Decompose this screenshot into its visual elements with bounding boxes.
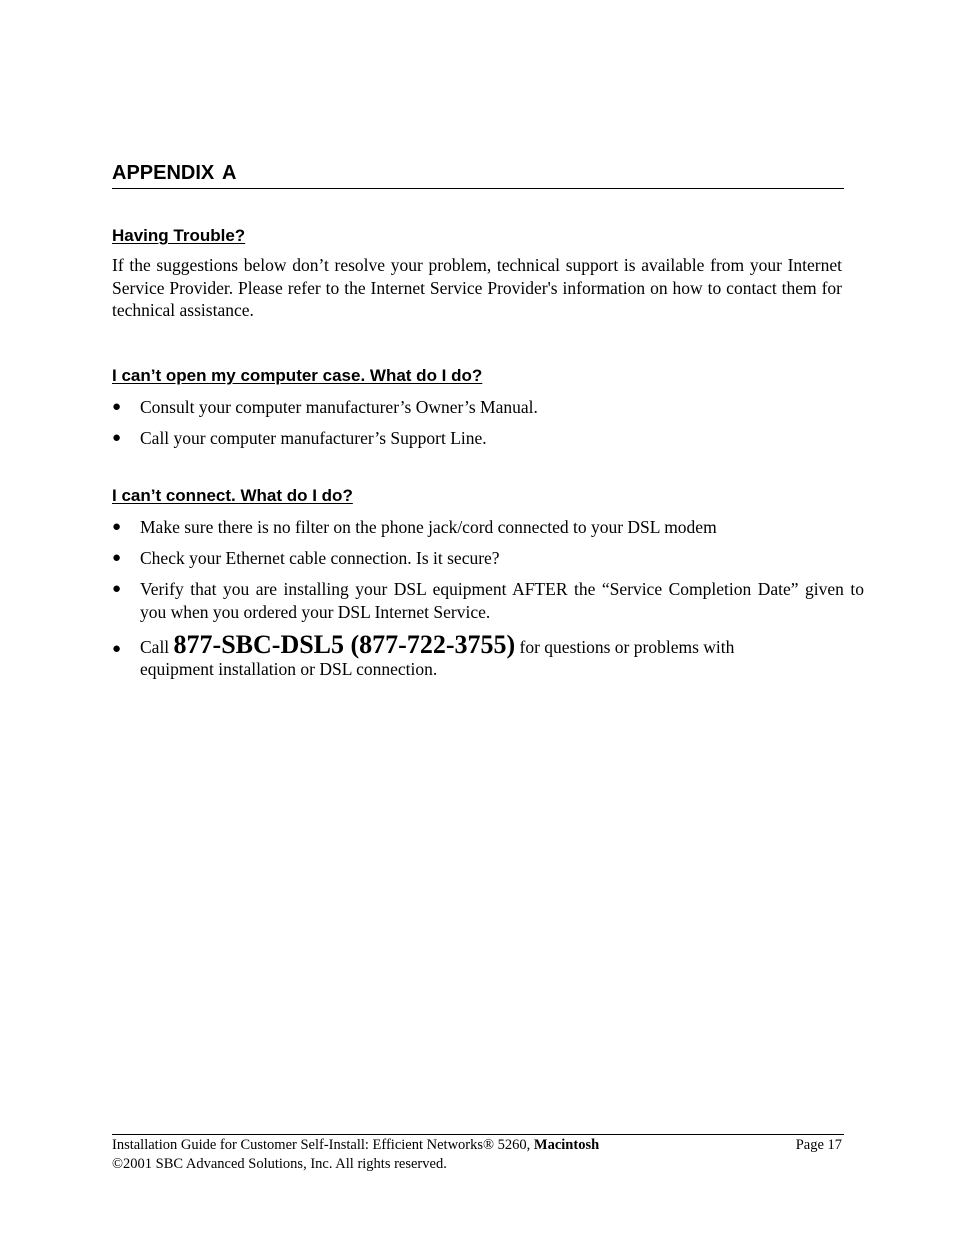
- bullet-icon: ●: [112, 550, 122, 566]
- having-trouble-heading: Having Trouble?: [112, 226, 246, 245]
- call-suffix: for questions or problems with equipment installation or DSL connection.: [140, 636, 735, 679]
- bullet-icon: ●: [112, 581, 122, 597]
- list-item: [112, 396, 864, 419]
- call-prefix: Call: [140, 636, 170, 657]
- computer-case-heading: I can’t open my computer case. What do I do?: [112, 366, 483, 385]
- having-trouble-paragraph: If the suggestions below don’t resolve your problem, technical support is available from your Internet Service Provider. Please refer to the Internet Service Provider's information on how to contact them for technical assistance.: [112, 255, 842, 320]
- cant-connect-list: [112, 516, 864, 689]
- list-item-text: Check your Ethernet cable connection. Is it secure?: [140, 548, 500, 568]
- bullet-icon: ●: [112, 519, 122, 535]
- footer-divider: [112, 1134, 844, 1135]
- list-item: [112, 578, 864, 623]
- footer-guide-line: [112, 1136, 599, 1154]
- list-item: [112, 547, 864, 570]
- list-item: [112, 516, 864, 539]
- computer-case-list: [112, 396, 864, 458]
- footer-copyright: ©2001 SBC Advanced Solutions, Inc. All rights reserved.: [112, 1156, 447, 1172]
- bullet-icon: ●: [112, 640, 122, 657]
- list-item-text: Call your computer manufacturer’s Support Line.: [140, 428, 487, 448]
- list-item-text: Consult your computer manufacturer’s Owner’s Manual.: [140, 397, 538, 417]
- bullet-icon: ●: [112, 399, 122, 415]
- list-item-text: Verify that you are installing your DSL equipment AFTER the “Service Completion Date” given to you when you ordered your DSL Internet Service.: [140, 579, 864, 622]
- bullet-icon: ●: [112, 430, 122, 446]
- footer-platform: Macintosh: [533, 1137, 600, 1153]
- list-item-text: Make sure there is no filter on the phone jack/cord connected to your DSL modem: [140, 517, 717, 537]
- footer-page-number: Page 17: [795, 1137, 842, 1153]
- list-item-support-call: [112, 629, 790, 681]
- appendix-title: APPENDIX A: [112, 160, 844, 189]
- cant-connect-heading: I can’t connect. What do I do?: [112, 486, 353, 505]
- support-phone-number: 877-SBC-DSL5 (877-722-3755): [173, 629, 516, 659]
- footer-guide-text: Installation Guide for Customer Self-Install: Efficient Networks® 5260,: [112, 1137, 531, 1153]
- list-item: [112, 427, 864, 450]
